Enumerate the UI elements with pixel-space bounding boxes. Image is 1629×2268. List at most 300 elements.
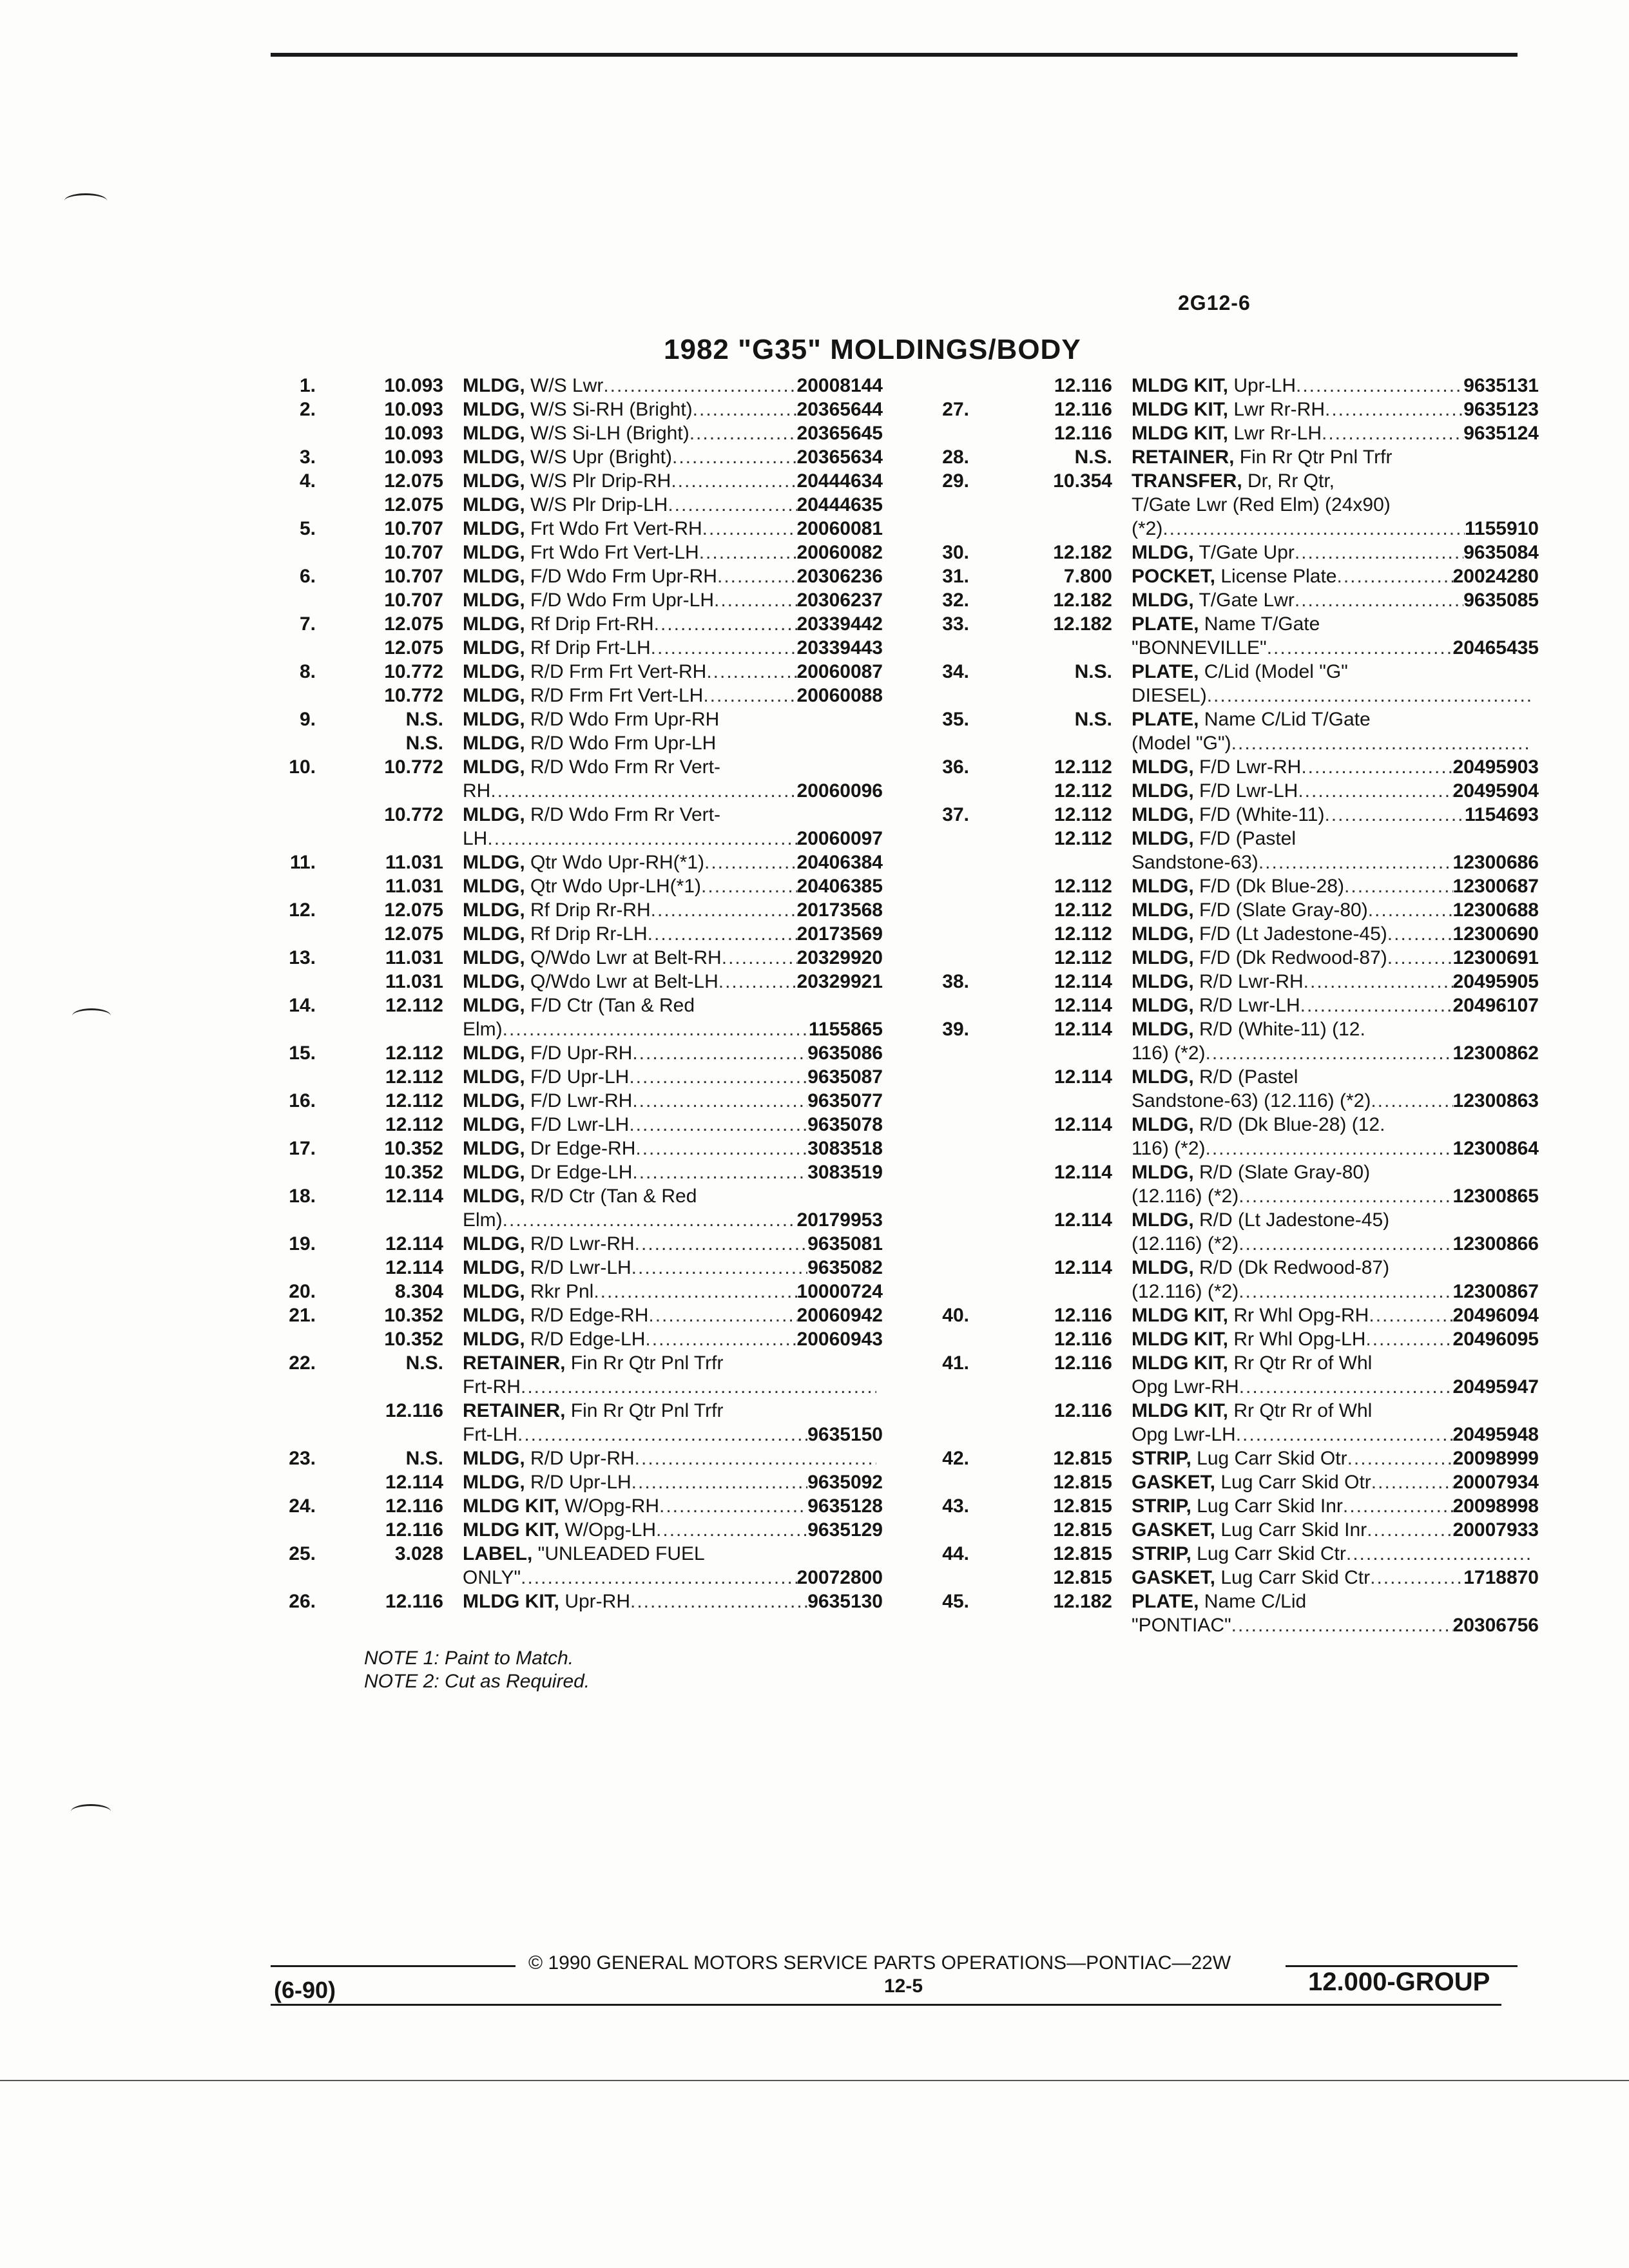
item-number: 22. — [289, 1352, 316, 1374]
part-row — [271, 1280, 883, 1303]
part-detail: T/Gate Lwr — [1193, 590, 1295, 611]
part-detail: (12.116) (*2) — [1132, 1186, 1239, 1207]
part-detail: F/D (Dk Redwood-87) — [1193, 947, 1387, 968]
note-1: NOTE 1: Paint to Match. — [364, 1648, 574, 1669]
leader-dots — [648, 1303, 796, 1327]
part-description — [1132, 994, 1300, 1017]
part-noun: RETAINER, — [1132, 447, 1235, 468]
leader-dots — [1369, 1303, 1452, 1327]
part-row — [271, 1494, 883, 1518]
part-row — [920, 803, 1539, 827]
group-number — [316, 1423, 443, 1446]
group-number: 12.112 — [1054, 780, 1112, 802]
item-number: 23. — [289, 1448, 316, 1469]
leader-dots — [517, 1423, 807, 1446]
part-row — [271, 1089, 883, 1113]
part-description — [463, 1423, 517, 1446]
part-row — [920, 398, 1539, 421]
leader-dots — [632, 1160, 807, 1184]
part-number — [1532, 1208, 1539, 1232]
part-number — [876, 731, 883, 755]
part-number: 20495948 — [1452, 1424, 1539, 1445]
part-detail: Frt Wdo Frt Vert-RH — [525, 518, 702, 539]
part-description — [1132, 850, 1258, 874]
part-detail: Rr Whl Opg-LH — [1228, 1329, 1366, 1350]
part-detail: (*2) — [1132, 518, 1163, 539]
item-number — [920, 1375, 969, 1399]
item-number: 3. — [299, 447, 316, 468]
part-row — [271, 779, 883, 803]
group-number: 12.815 — [1053, 1472, 1112, 1493]
part-row — [920, 636, 1539, 660]
item-number — [920, 1089, 969, 1113]
group-number — [969, 493, 1112, 517]
part-number — [876, 994, 883, 1017]
leader-dots — [702, 517, 797, 541]
part-description — [1132, 1113, 1385, 1137]
part-row — [271, 421, 883, 445]
part-row — [920, 1160, 1539, 1184]
part-number: 20306236 — [796, 566, 883, 587]
item-number: 12. — [289, 899, 316, 921]
part-detail: Sandstone-63) — [1132, 852, 1258, 873]
part-description — [463, 1089, 632, 1113]
part-detail: R/D Ctr (Tan & Red — [525, 1186, 697, 1207]
part-noun: MLDG, — [463, 709, 525, 730]
footer-group: 12.000-GROUP — [1308, 1968, 1490, 1996]
group-number: 12.815 — [1053, 1495, 1112, 1517]
part-noun: GASKET, — [1132, 1519, 1216, 1541]
part-row — [271, 1566, 883, 1590]
part-description — [463, 636, 651, 660]
group-number: 12.114 — [1054, 971, 1112, 992]
part-noun: MLDG, — [463, 995, 525, 1016]
leader-dots — [1322, 421, 1463, 445]
item-number — [271, 803, 316, 827]
item-number — [920, 898, 969, 922]
part-number: 20339443 — [796, 637, 883, 658]
part-detail: W/Opg-RH — [559, 1495, 660, 1517]
part-description — [1132, 1542, 1346, 1566]
footer-rule-bottom — [271, 2004, 1501, 2006]
leader-dots — [718, 970, 797, 994]
part-description — [1132, 1470, 1371, 1494]
part-number: 9635131 — [1463, 375, 1539, 396]
part-detail: R/D Lwr-LH — [1193, 995, 1300, 1016]
part-number: 9635077 — [807, 1090, 883, 1111]
part-detail: F/D Lwr-RH — [1193, 756, 1302, 778]
leader-dots — [635, 1446, 876, 1470]
group-number: 12.114 — [385, 1233, 443, 1254]
leader-dots — [1325, 398, 1463, 421]
part-number: 9635081 — [807, 1233, 883, 1254]
part-row — [920, 1518, 1539, 1542]
group-number: 10.093 — [384, 399, 443, 420]
part-description — [1132, 1446, 1347, 1470]
part-number — [876, 1375, 883, 1399]
part-number: 20060088 — [796, 685, 883, 706]
part-description — [1132, 445, 1392, 469]
part-noun: PLATE, — [1132, 661, 1199, 682]
group-number — [969, 1423, 1112, 1446]
part-row — [920, 1017, 1539, 1041]
part-number: 20365645 — [796, 423, 883, 444]
part-detail: (12.116) (*2) — [1132, 1233, 1239, 1254]
part-row — [920, 850, 1539, 874]
part-number — [1532, 1256, 1539, 1280]
part-noun: MLDG, — [463, 447, 525, 468]
part-number: 20496094 — [1452, 1305, 1539, 1326]
item-number: 38. — [942, 971, 969, 992]
part-description — [463, 612, 654, 636]
part-number: 20008144 — [796, 375, 883, 396]
part-description — [1132, 1590, 1306, 1613]
part-noun: MLDG, — [463, 494, 525, 515]
part-row — [271, 707, 883, 731]
leader-dots — [651, 636, 797, 660]
leader-dots — [714, 588, 797, 612]
part-detail: R/D (Dk Redwood-87) — [1193, 1257, 1390, 1278]
item-number — [920, 1327, 969, 1351]
group-number: 10.707 — [384, 566, 443, 587]
part-number: 20496095 — [1452, 1329, 1539, 1350]
part-description — [1132, 493, 1391, 517]
part-detail: Rf Drip Rr-RH — [525, 899, 651, 921]
part-detail: Name C/Lid — [1199, 1591, 1307, 1612]
part-row — [920, 1137, 1539, 1160]
group-number: 10.772 — [384, 661, 443, 682]
part-number: 12300862 — [1452, 1043, 1539, 1064]
part-description — [463, 1470, 631, 1494]
part-noun: STRIP, — [1132, 1543, 1191, 1564]
part-detail: F/D Upr-LH — [525, 1066, 630, 1088]
part-number: 20098999 — [1452, 1448, 1539, 1469]
part-noun: GASKET, — [1132, 1567, 1216, 1588]
part-noun: MLDG, — [463, 613, 525, 635]
hole-punch-mark-middle — [72, 1008, 111, 1023]
part-number: 20173568 — [796, 899, 883, 921]
group-number: 12.114 — [1054, 1257, 1112, 1278]
part-detail: 116) (*2) — [1132, 1043, 1206, 1064]
part-description — [1132, 970, 1304, 994]
item-number — [920, 874, 969, 898]
group-number: 12.112 — [385, 1043, 443, 1064]
part-number: 20329920 — [796, 947, 883, 968]
leader-dots — [654, 612, 797, 636]
part-row — [271, 541, 883, 564]
part-description — [463, 1375, 521, 1399]
leader-dots — [1267, 636, 1453, 660]
part-detail: Sandstone-63) (12.116) (*2) — [1132, 1090, 1371, 1111]
part-description — [463, 660, 706, 684]
part-number: 20173569 — [796, 923, 883, 945]
group-number: 12.112 — [385, 995, 443, 1016]
part-row — [271, 660, 883, 684]
part-description — [1132, 612, 1320, 636]
group-number: 8.304 — [394, 1281, 443, 1302]
item-number — [920, 1184, 969, 1208]
part-detail: Lug Carr Skid Otr — [1191, 1448, 1347, 1469]
part-detail: Elm) — [463, 1019, 503, 1040]
part-row — [271, 1113, 883, 1137]
part-description — [463, 541, 699, 564]
part-detail: W/S Plr Drip-RH — [525, 470, 671, 492]
part-number: 12300690 — [1452, 923, 1539, 945]
part-row — [271, 374, 883, 398]
part-row — [271, 1041, 883, 1065]
group-number: 12.815 — [1053, 1543, 1112, 1564]
item-number: 18. — [289, 1186, 316, 1207]
leader-dots — [603, 374, 796, 398]
group-number: 12.116 — [1054, 1329, 1112, 1350]
part-description — [463, 1590, 630, 1613]
part-row — [920, 779, 1539, 803]
group-number: 12.114 — [1054, 1066, 1112, 1088]
part-row — [271, 398, 883, 421]
part-noun: MLDG, — [1132, 1114, 1194, 1135]
part-detail: Rr Qtr Rr of Whl — [1228, 1352, 1373, 1374]
part-description — [463, 469, 671, 493]
part-detail: R/D Wdo Frm Upr-RH — [525, 709, 720, 730]
leader-dots — [701, 874, 796, 898]
part-number: 20060097 — [796, 828, 883, 849]
part-number: 1155910 — [1464, 518, 1539, 539]
part-detail: R/D Frm Frt Vert-LH — [525, 685, 704, 706]
part-row — [920, 970, 1539, 994]
item-number — [271, 493, 316, 517]
item-number: 17. — [289, 1138, 316, 1159]
leader-dots — [1370, 1566, 1463, 1590]
part-row — [920, 1375, 1539, 1399]
part-detail: (12.116) (*2) — [1132, 1281, 1239, 1302]
leader-dots — [1239, 1375, 1453, 1399]
part-detail: Frt Wdo Frt Vert-LH — [525, 542, 699, 563]
item-number — [271, 1423, 316, 1446]
part-detail: Rf Drip Frt-RH — [525, 613, 654, 635]
part-noun: MLDG, — [463, 542, 525, 563]
part-noun: MLDG, — [1132, 995, 1194, 1016]
part-description — [463, 1446, 635, 1470]
part-row — [271, 1208, 883, 1232]
part-row — [920, 827, 1539, 850]
group-number: N.S. — [1074, 661, 1112, 682]
part-number: 12300686 — [1452, 852, 1539, 873]
leader-dots — [1300, 994, 1453, 1017]
part-row — [920, 1399, 1539, 1423]
leader-dots — [699, 541, 797, 564]
part-row — [920, 660, 1539, 684]
item-number — [920, 1232, 969, 1256]
leader-dots — [1231, 731, 1532, 755]
part-description — [463, 898, 651, 922]
part-row — [271, 1470, 883, 1494]
group-number: 12.112 — [385, 1114, 443, 1135]
part-row — [920, 517, 1539, 541]
group-number: 12.112 — [1054, 899, 1112, 921]
part-noun: MLDG, — [1132, 876, 1194, 897]
part-detail: Fin Rr Qtr Pnl Trfr — [565, 1400, 724, 1421]
leader-dots — [503, 1017, 809, 1041]
part-detail: R/D Wdo Frm Upr-LH — [525, 733, 717, 754]
part-detail: W/Opg-LH — [559, 1519, 657, 1541]
part-number: 20024280 — [1452, 566, 1539, 587]
leader-dots — [1346, 1542, 1532, 1566]
part-number: 9635092 — [807, 1472, 883, 1493]
group-number: N.S. — [405, 1352, 443, 1374]
part-noun: MLDG, — [463, 685, 525, 706]
part-detail: W/S Lwr — [525, 375, 604, 396]
item-number: 44. — [942, 1543, 969, 1564]
part-number: 1154693 — [1464, 804, 1539, 825]
group-number: 12.815 — [1053, 1567, 1112, 1588]
part-number — [1532, 1113, 1539, 1137]
group-number: 12.112 — [1054, 947, 1112, 968]
group-number — [969, 1041, 1112, 1065]
part-number: 10000724 — [796, 1281, 883, 1302]
item-number: 21. — [289, 1305, 316, 1326]
part-noun: MLDG, — [463, 733, 525, 754]
part-description — [1132, 755, 1301, 779]
group-number: 12.075 — [384, 494, 443, 515]
part-description — [1132, 1494, 1343, 1518]
part-noun: MLDG, — [463, 1233, 525, 1254]
part-number: 20060087 — [796, 661, 883, 682]
part-row — [271, 1423, 883, 1446]
part-number — [1532, 1065, 1539, 1089]
part-number: 9635150 — [807, 1424, 883, 1445]
part-number: 20179953 — [796, 1209, 883, 1231]
part-row — [920, 588, 1539, 612]
part-description — [463, 850, 704, 874]
group-number: 12.114 — [1054, 1114, 1112, 1135]
part-number: 9635082 — [807, 1257, 883, 1278]
part-description — [463, 564, 717, 588]
part-number — [1532, 445, 1539, 469]
leader-dots — [1343, 1494, 1453, 1518]
group-number — [969, 731, 1112, 755]
group-number: 12.182 — [1053, 590, 1112, 611]
part-noun: MLDG KIT, — [1132, 1352, 1228, 1374]
part-description — [1132, 517, 1162, 541]
part-row — [271, 1065, 883, 1089]
item-number — [920, 1041, 969, 1065]
part-description — [463, 707, 719, 731]
part-description — [1132, 374, 1296, 398]
part-number: 20060943 — [796, 1329, 883, 1350]
item-number — [920, 994, 969, 1017]
part-row — [271, 564, 883, 588]
item-number — [271, 922, 316, 946]
group-number: 7.800 — [1063, 566, 1112, 587]
item-number: 40. — [942, 1305, 969, 1326]
leader-dots — [659, 1494, 807, 1518]
group-number: 3.028 — [394, 1543, 443, 1564]
part-description — [463, 1137, 635, 1160]
part-description — [1132, 1017, 1365, 1041]
part-description — [1132, 398, 1325, 421]
part-noun: MLDG, — [463, 1257, 525, 1278]
leader-dots — [487, 827, 796, 850]
group-number: 10.352 — [384, 1138, 443, 1159]
part-detail: Q/Wdo Lwr at Belt-RH — [525, 947, 722, 968]
part-description — [463, 970, 718, 994]
group-number: 12.116 — [385, 1519, 443, 1541]
part-noun: MLDG, — [463, 1329, 525, 1350]
part-noun: STRIP, — [1132, 1448, 1191, 1469]
group-number: 12.116 — [1054, 1352, 1112, 1374]
group-number: 12.114 — [385, 1472, 443, 1493]
part-detail: Fin Rr Qtr Pnl Trfr — [565, 1352, 724, 1374]
group-number: 12.075 — [384, 613, 443, 635]
group-number — [969, 684, 1112, 707]
part-description — [463, 374, 603, 398]
part-number: 12300867 — [1452, 1281, 1539, 1302]
item-number: 28. — [942, 447, 969, 468]
part-description — [1132, 421, 1322, 445]
group-number: 12.112 — [1054, 923, 1112, 945]
part-noun: MLDG, — [463, 923, 525, 945]
item-number: 35. — [942, 709, 969, 730]
item-number — [920, 850, 969, 874]
part-noun: MLDG, — [463, 399, 525, 420]
leader-dots — [593, 1280, 796, 1303]
part-row — [920, 612, 1539, 636]
part-detail: Lug Carr Skid Ctr — [1215, 1567, 1371, 1588]
part-detail: W/S Si-RH (Bright) — [525, 399, 693, 420]
part-detail: R/D Edge-RH — [525, 1305, 649, 1326]
part-noun: MLDG, — [463, 899, 525, 921]
part-noun: MLDG KIT, — [1132, 423, 1228, 444]
item-number — [920, 1399, 969, 1423]
part-row — [271, 731, 883, 755]
part-noun: MLDG KIT, — [1132, 1329, 1228, 1350]
item-number — [920, 779, 969, 803]
part-number: 20465435 — [1452, 637, 1539, 658]
part-noun: MLDG, — [463, 1448, 525, 1469]
part-number: 20495905 — [1452, 971, 1539, 992]
group-number: 12.114 — [1054, 1019, 1112, 1040]
part-description — [1132, 731, 1231, 755]
part-noun: MLDG, — [463, 1186, 525, 1207]
group-number — [969, 1089, 1112, 1113]
part-number — [1532, 493, 1539, 517]
part-number: 12300691 — [1452, 947, 1539, 968]
group-number — [969, 1184, 1112, 1208]
leader-dots — [1231, 1613, 1453, 1637]
part-detail: Lug Carr Skid Otr — [1215, 1472, 1371, 1493]
leader-dots — [629, 1065, 807, 1089]
part-detail: R/D (Pastel — [1193, 1066, 1298, 1088]
group-number — [969, 1375, 1112, 1399]
group-number: 12.116 — [385, 1591, 443, 1612]
part-description — [1132, 588, 1295, 612]
part-detail: R/D Upr-RH — [525, 1448, 635, 1469]
part-description — [1132, 1399, 1372, 1423]
group-number — [969, 517, 1112, 541]
part-number — [1532, 827, 1539, 850]
part-detail: "UNLEADED FUEL — [532, 1543, 705, 1564]
leader-dots — [1304, 970, 1453, 994]
part-row — [271, 588, 883, 612]
leader-dots — [1296, 374, 1463, 398]
group-number — [969, 1232, 1112, 1256]
item-number — [271, 684, 316, 707]
part-description — [1132, 1256, 1389, 1280]
item-number — [920, 946, 969, 970]
part-description — [1132, 541, 1295, 564]
part-number: 20365644 — [796, 399, 883, 420]
part-row — [271, 1184, 883, 1208]
